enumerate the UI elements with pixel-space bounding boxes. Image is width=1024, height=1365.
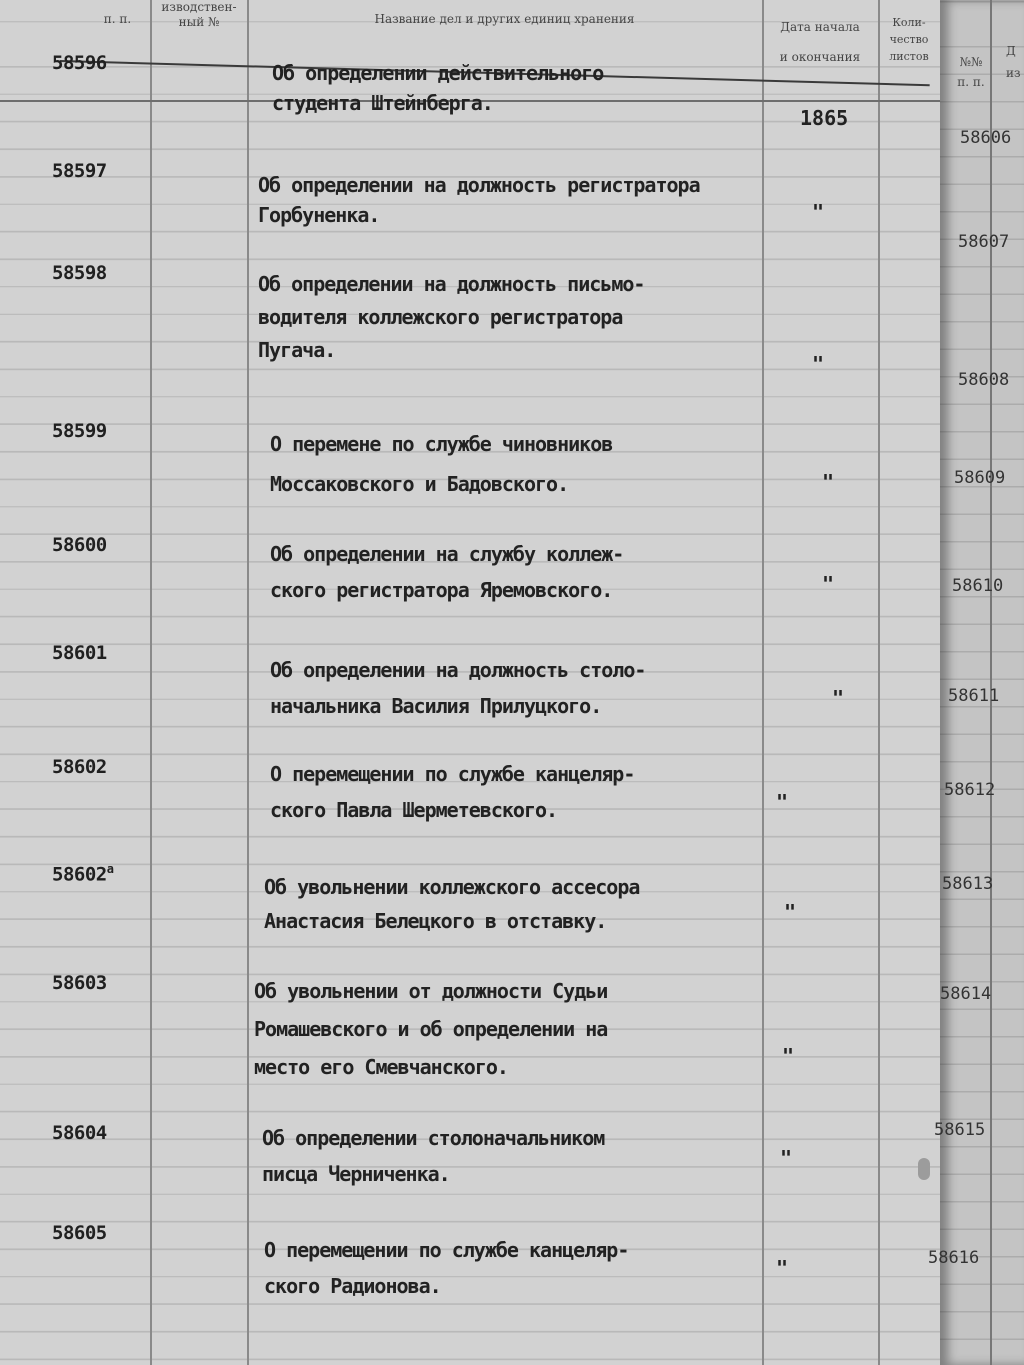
entry-title: Об определении на службу коллеж- ского регистратора Яремовского. <box>270 542 624 602</box>
entry-title: Об увольнении от должности Судьи Ромашевского и об определении на место его Смевчанского. <box>254 979 608 1079</box>
entry-number: 58600 <box>52 534 107 556</box>
entry-date: 1865 <box>800 106 849 130</box>
header-office-number: изводствен- ный № <box>161 0 237 29</box>
entry-title: Об определении на должность регистратора Горбуненка. <box>258 173 700 227</box>
column-divider-office <box>150 0 152 1365</box>
entry-title: О перемене по службе чиновников Моссаковского и Бадовского. <box>270 432 613 496</box>
right-number: 58607 <box>958 232 1010 252</box>
right-header-office: Д из <box>1006 44 1021 80</box>
entry-title: Об определении действительного студента Штейнберга. <box>272 61 604 115</box>
next-register-sheet <box>928 0 1024 1365</box>
right-number: 58611 <box>948 686 1000 706</box>
entry-date: " <box>782 1044 795 1068</box>
right-number: 58606 <box>960 128 1012 148</box>
entry-title: О перемещении по службе канцеляр- ского Радионова. <box>264 1238 629 1298</box>
header-number: п. п. <box>103 12 132 26</box>
entry-date: " <box>780 1146 793 1170</box>
header-title: Название дел и других единиц хранения <box>374 12 635 26</box>
entry-title: Об увольнении коллежского ассесора Анастасия Белецкого в отставку. <box>264 875 640 933</box>
entry-date: " <box>822 572 835 596</box>
right-number: 58608 <box>958 370 1010 390</box>
right-number: 58612 <box>944 780 996 800</box>
column-divider-dates <box>762 0 764 1365</box>
column-divider-sheets <box>878 0 880 1365</box>
right-number: 58610 <box>952 576 1004 596</box>
entry-number: 58599 <box>52 420 107 442</box>
entry-title: Об определении на должность столо- начальника Василия Прилуцкого. <box>270 658 646 718</box>
right-number: 58615 <box>934 1120 986 1140</box>
header-sheets: Коли- чество листов <box>889 16 929 63</box>
header-dates: Дата начала и окончания <box>779 20 861 64</box>
entry-number-suffix: а <box>106 862 114 876</box>
entry-number: 58598 <box>52 262 107 284</box>
entry-date: " <box>812 352 825 376</box>
right-number: 58614 <box>940 984 992 1004</box>
entry-title: Об определении столоначальником писца Черниченка. <box>262 1126 605 1186</box>
entry-number: 58596 <box>52 52 107 74</box>
entry-date: " <box>812 200 825 224</box>
entry-date: " <box>784 900 797 924</box>
entry-number: 58602 <box>52 756 107 778</box>
right-number: 58613 <box>942 874 994 894</box>
entry-date: " <box>776 1256 789 1280</box>
entry-number: 58605 <box>52 1222 107 1244</box>
entry-date: " <box>832 686 845 710</box>
entry-number <box>52 862 113 885</box>
entry-number: 58601 <box>52 642 107 664</box>
entry-title: Об определении на должность письмо- водителя коллежского регистратора Пугача. <box>258 272 645 362</box>
right-column-divider <box>990 0 992 1365</box>
entry-date: " <box>776 790 789 814</box>
right-number: 58616 <box>928 1248 980 1268</box>
right-number: 58609 <box>954 468 1006 488</box>
binding-hole <box>918 1158 930 1180</box>
entry-number: 58604 <box>52 1122 107 1144</box>
entry-number: 58603 <box>52 972 107 994</box>
entry-number-text: 58602 <box>52 863 107 886</box>
entry-title: О перемещении по службе канцеляр- ского Павла Шерметевского. <box>270 762 635 822</box>
column-divider-title <box>247 0 249 1365</box>
right-header-number: №№ п. п. <box>957 55 985 89</box>
entry-number: 58597 <box>52 160 107 182</box>
entry-date: " <box>822 470 835 494</box>
